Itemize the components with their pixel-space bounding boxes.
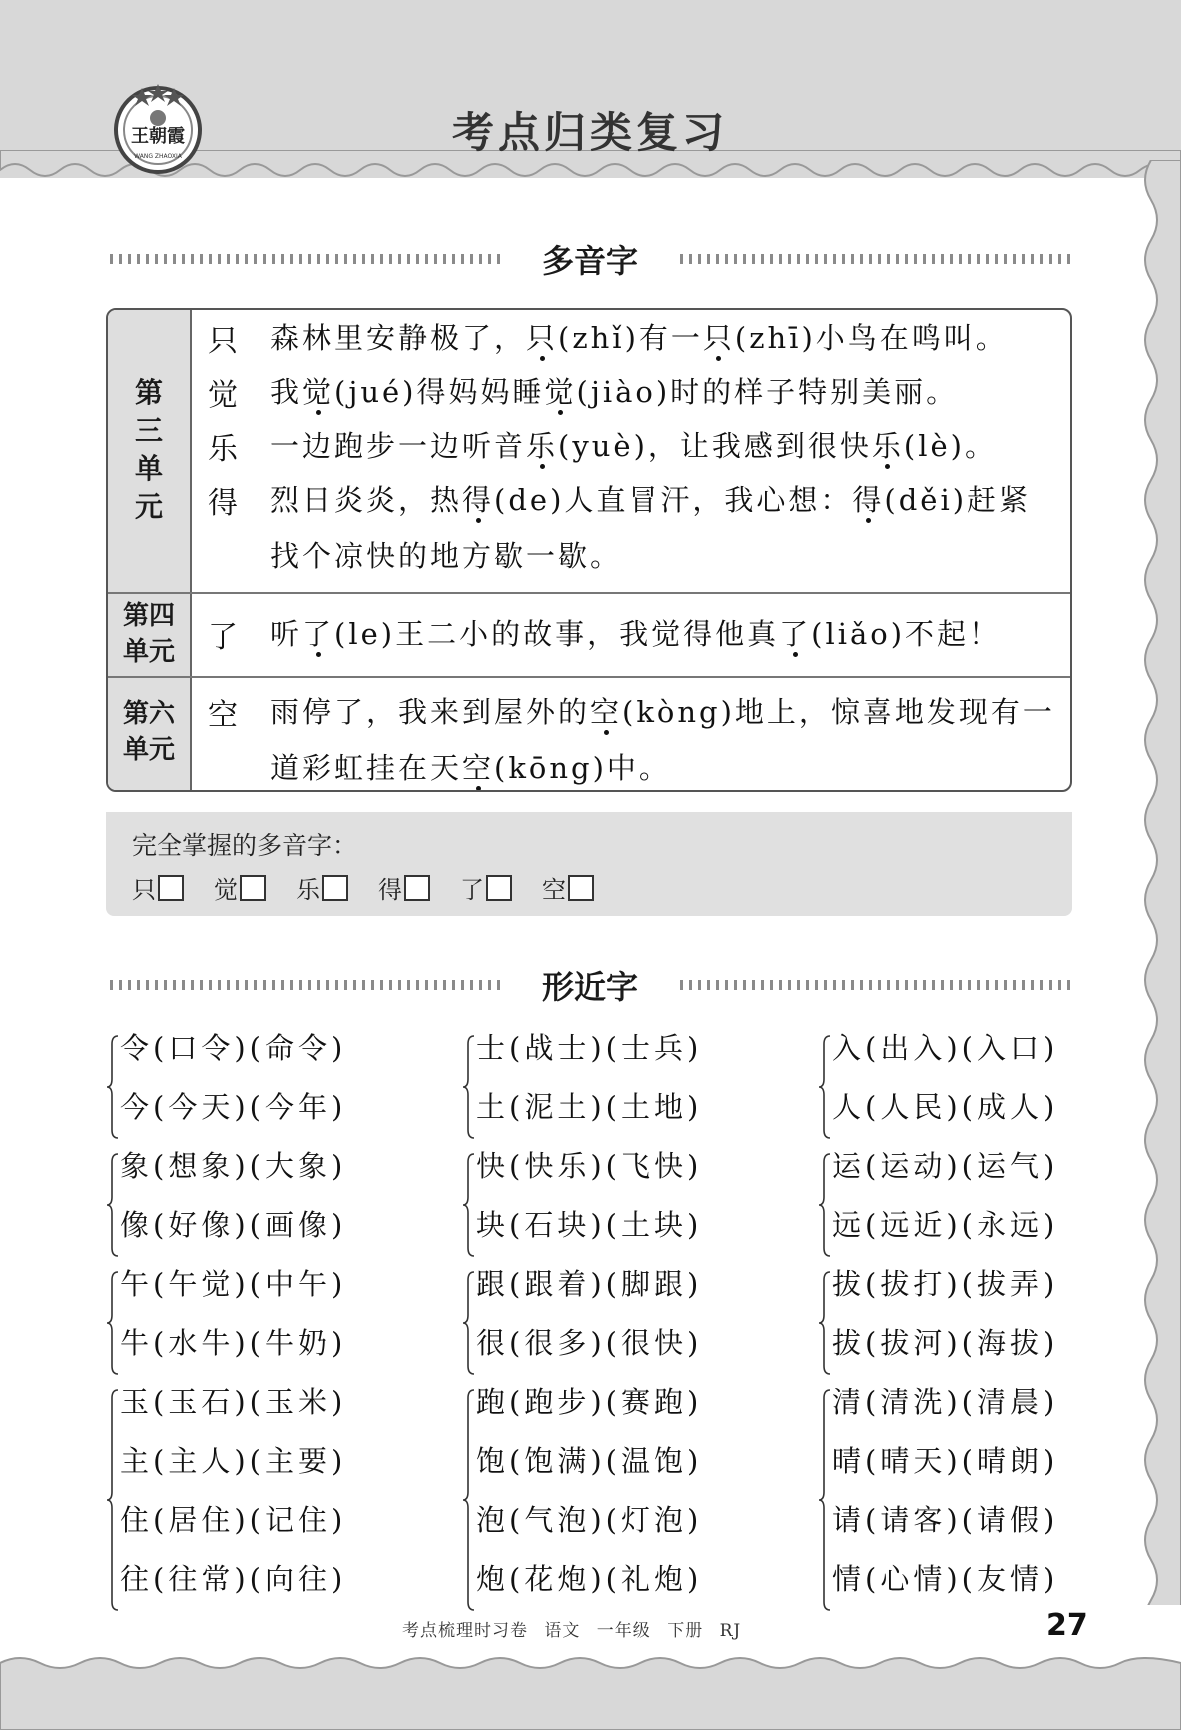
similar-word-row: 晴(晴天)(晴朗) <box>832 1444 1059 1478</box>
sentence-text: (liǎo)不起！ <box>811 617 1002 651</box>
heading-dashes-right <box>680 254 1070 264</box>
emphasis-char: 得 <box>462 483 495 517</box>
sentence-text: 雨停了，我来到屋外的 <box>270 695 591 729</box>
poly-char: 乐 <box>208 432 238 467</box>
brace-icon <box>462 1034 476 1140</box>
brace-icon <box>462 1152 476 1258</box>
brace-icon <box>106 1034 120 1140</box>
similar-word-row: 人(人民)(成人) <box>832 1090 1059 1124</box>
mastery-checkbox[interactable] <box>568 875 594 901</box>
mastery-title: 完全掌握的多音字： <box>132 831 358 860</box>
sentence-text: (zhǐ)有一 <box>558 321 703 355</box>
poly-sentence <box>270 418 1060 474</box>
sentence-text: 一边跑步一边听音 <box>270 429 527 463</box>
emphasis-char: 空 <box>462 751 495 785</box>
similar-word-row: 往(往常)(向往) <box>120 1562 347 1596</box>
similar-word-row: 运(运动)(运气) <box>832 1149 1059 1183</box>
mastery-item <box>542 870 594 905</box>
similar-word-row: 块(石块)(土块) <box>476 1208 703 1242</box>
similar-heading-label: 形近字 <box>541 968 638 1006</box>
brace-icon <box>106 1270 120 1376</box>
unit-label-6: 第六 单元 <box>122 699 175 765</box>
polyphonic-heading-label: 多音字 <box>541 242 638 280</box>
mastery-items <box>132 870 624 905</box>
emphasis-char: 了 <box>302 617 335 651</box>
footer-text: 考点梳理时习卷 语文 一年级 下册 RJ <box>402 1621 742 1641</box>
emphasis-char: 得 <box>852 483 885 517</box>
similar-word-row: 玉(玉石)(玉米) <box>120 1385 347 1419</box>
poly-char: 了 <box>208 620 238 655</box>
similar-group <box>818 1262 1158 1380</box>
similar-word-row: 清(清洗)(清晨) <box>832 1385 1059 1419</box>
similar-word-row: 情(心情)(友情) <box>832 1562 1059 1596</box>
similar-group <box>462 1144 802 1262</box>
similar-word-row: 入(出入)(入口) <box>832 1031 1059 1065</box>
publisher-logo <box>112 82 204 174</box>
heading-dashes-right <box>680 980 1070 990</box>
mastery-char: 空 <box>542 876 566 904</box>
sentence-text: (jiào)时的样子特别美丽。 <box>576 375 959 409</box>
poly-sentence <box>270 310 1060 366</box>
similar-word-row: 跑(跑步)(赛跑) <box>476 1385 703 1419</box>
similar-word-row: 快(快乐)(飞快) <box>476 1149 703 1183</box>
emphasis-char: 觉 <box>302 375 335 409</box>
poly-char: 空 <box>208 698 238 733</box>
mastery-char: 乐 <box>296 876 320 904</box>
emphasis-char: 乐 <box>526 429 559 463</box>
similar-word-row: 土(泥土)(土地) <box>476 1090 703 1124</box>
sentence-text: (děi)赶紧找个凉快的地方歇一歇。 <box>270 483 1032 573</box>
mastery-char: 得 <box>378 876 402 904</box>
mastery-checkbox[interactable] <box>240 875 266 901</box>
brace-icon <box>462 1388 476 1612</box>
similar-group <box>106 1144 446 1262</box>
similar-group <box>106 1380 446 1616</box>
sentence-text: 烈日炎炎，热 <box>270 483 463 517</box>
similar-word-row: 士(战士)(士兵) <box>476 1031 703 1065</box>
mastery-item <box>214 870 266 905</box>
page-title: 考点归类复习 <box>451 108 728 157</box>
mastery-checkbox[interactable] <box>158 875 184 901</box>
sentence-text: (kòng)地上，惊喜地发现有一道彩虹挂在天 <box>270 695 1055 785</box>
logo-text: 王朝霞 <box>131 126 185 147</box>
poly-char: 得 <box>208 486 238 521</box>
similar-word-row: 像(好像)(画像) <box>120 1208 347 1242</box>
emphasis-char: 只 <box>526 321 559 355</box>
poly-sentence <box>270 684 1060 792</box>
similar-word-row: 拔(拔打)(拔弄) <box>832 1267 1059 1301</box>
similar-group <box>462 1026 802 1144</box>
mastery-checklist <box>106 812 1072 916</box>
poly-sentence <box>270 364 1060 420</box>
sentence-text: (de)人直冒汗，我心想： <box>494 483 853 517</box>
polyphonic-table <box>106 308 1072 792</box>
similar-word-row: 象(想象)(大象) <box>120 1149 347 1183</box>
row-divider <box>108 592 1070 594</box>
page-number: 27 <box>1046 1608 1088 1643</box>
similar-group <box>106 1262 446 1380</box>
brace-icon <box>818 1152 832 1258</box>
mastery-char: 只 <box>132 876 156 904</box>
mastery-item <box>296 870 348 905</box>
poly-char: 觉 <box>208 378 238 413</box>
mastery-item <box>378 870 430 905</box>
sentence-text: 听 <box>270 617 303 651</box>
emphasis-char: 乐 <box>871 429 904 463</box>
similar-word-row: 炮(花炮)(礼炮) <box>476 1562 703 1596</box>
similar-group <box>818 1144 1158 1262</box>
brace-icon <box>818 1034 832 1140</box>
poly-sentence <box>270 472 1060 584</box>
mastery-checkbox[interactable] <box>322 875 348 901</box>
sentence-text: (zhī)小鸟在鸣叫。 <box>734 321 1008 355</box>
brace-icon <box>106 1388 120 1612</box>
sentence-text: 森林里安静极了， <box>270 321 527 355</box>
similar-group <box>818 1380 1158 1616</box>
brace-icon <box>462 1270 476 1376</box>
mastery-checkbox[interactable] <box>404 875 430 901</box>
emphasis-char: 空 <box>590 695 623 729</box>
similar-word-row: 今(今天)(今年) <box>120 1090 347 1124</box>
mastery-char: 了 <box>460 876 484 904</box>
row-divider <box>108 676 1070 678</box>
mastery-item <box>132 870 184 905</box>
logo-subtext: WANG ZHAOXIA <box>134 153 182 160</box>
similar-heading <box>110 962 1070 1006</box>
emphasis-char: 觉 <box>544 375 577 409</box>
similar-word-row: 请(请客)(请假) <box>832 1503 1059 1537</box>
sentence-text: (kōng)中。 <box>494 751 671 785</box>
poly-char: 只 <box>208 324 238 359</box>
mastery-checkbox[interactable] <box>486 875 512 901</box>
similar-word-row: 泡(气泡)(灯泡) <box>476 1503 703 1537</box>
similar-word-row: 饱(饱满)(温饱) <box>476 1444 703 1478</box>
unit-label-4: 第四 单元 <box>122 601 175 667</box>
sentence-text: 我 <box>270 375 303 409</box>
sentence-text: (lè)。 <box>903 429 997 463</box>
brace-icon <box>818 1388 832 1612</box>
emphasis-char: 了 <box>779 617 812 651</box>
similar-word-row: 午(午觉)(中午) <box>120 1267 347 1301</box>
similar-group <box>818 1026 1158 1144</box>
similar-word-row: 住(居住)(记住) <box>120 1503 347 1537</box>
mastery-item <box>460 870 512 905</box>
emphasis-char: 只 <box>702 321 735 355</box>
similar-group <box>462 1262 802 1380</box>
similar-word-row: 拔(拔河)(海拔) <box>832 1326 1059 1360</box>
brace-icon <box>818 1270 832 1376</box>
similar-word-row: 跟(跟着)(脚跟) <box>476 1267 703 1301</box>
sentence-text: (jué)得妈妈睡 <box>334 375 545 409</box>
similar-word-row: 主(主人)(主要) <box>120 1444 347 1478</box>
similar-word-row: 远(远近)(永远) <box>832 1208 1059 1242</box>
sentence-text: (le)王二小的故事，我觉得他真 <box>334 617 780 651</box>
sentence-text: (yuè)，让我感到很快 <box>558 429 872 463</box>
polyphonic-heading <box>110 236 1070 280</box>
similar-word-row: 牛(水牛)(牛奶) <box>120 1326 347 1360</box>
similar-group <box>106 1026 446 1144</box>
poly-sentence <box>270 606 1060 662</box>
mastery-char: 觉 <box>214 876 238 904</box>
unit-label-3: 第 三 单 元 <box>134 376 163 523</box>
brace-icon <box>106 1152 120 1258</box>
similar-word-row: 令(口令)(命令) <box>120 1031 347 1065</box>
similar-group <box>462 1380 802 1616</box>
similar-word-row: 很(很多)(很快) <box>476 1326 703 1360</box>
